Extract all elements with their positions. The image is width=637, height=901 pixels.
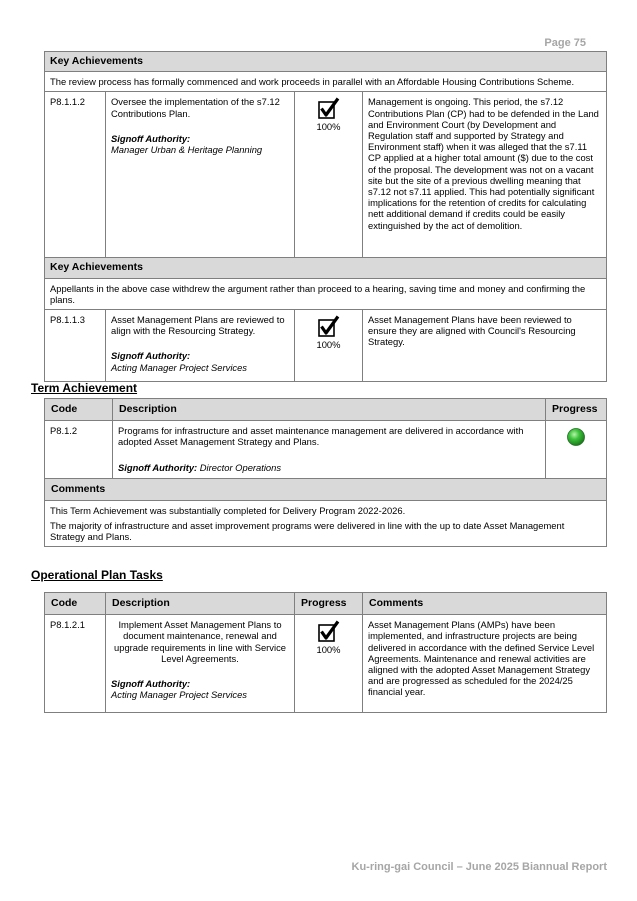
page-number: Page 75 [544,37,586,49]
task-description: Implement Asset Management Plans to document maintenance, renewal and upgrade requirements in line with Service Level Agreements. [114,619,286,664]
task-description: Oversee the implementation of the s7.12 Contributions Plan. [111,96,280,119]
task-comment: Management is ongoing. This period, the s7.12 Contributions Plan (CP) had to be defended in the Land and Environment Court (by Development and Regulation staff and supported by Strategy and Environment staff) when it was alleged that the s7.11 CP applied at a higher total amount ($) due to the cost of the proposal. The development was not on a vacant site but the site of a previous dwelling meaning that s7.12 not s7.11 applied. This had potentially significant implications for the retention of credits for calculating nett additional demand if credits could be easily extinguished by the act of demolition. [363,92,607,258]
column-header-description: Description [106,593,295,615]
term-achievement-title: Term Achievement [31,381,138,395]
signoff-authority: Acting Manager Project Services [111,689,247,701]
signoff-authority: Manager Urban & Heritage Planning [111,144,263,156]
comment-line: This Term Achievement was substantially completed for Delivery Program 2022-2026. [50,505,406,517]
term-description: Programs for infrastructure and asset maintenance management are delivered in accordance with adopted Asset Management Strategy and Plans. [118,425,524,448]
operational-tasks-table [44,592,607,713]
progress-cell [295,615,363,713]
column-header-code: Code [45,593,106,615]
table-row [45,615,607,713]
task-comment: Asset Management Plans have been reviewed to ensure they are aligned with Council's Resourcing Strategy. [363,310,607,382]
footer: Ku-ring-gai Council – June 2025 Biannual Report [351,861,607,873]
comment-line: The majority of infrastructure and asset improvement programs were delivered in line with the up to date Asset Management Strategy and Plans. [50,519,565,542]
table-row [45,92,607,258]
operational-tasks-continued-table [44,51,607,382]
term-description-cell [113,421,546,479]
comments-cell [45,501,607,547]
term-progress-cell [546,421,607,479]
green-status-icon [566,427,586,447]
checkbox-tick-icon [318,315,340,339]
task-description: Asset Management Plans are reviewed to align with the Resourcing Strategy. [111,314,285,337]
term-achievement-table [44,398,607,547]
task-code: P8.1.2.1 [45,615,106,713]
key-achievements-header: Key Achievements [45,258,607,278]
progress-value: 100% [316,644,341,656]
signoff-label: Signoff Authority: [111,132,191,144]
signoff-label: Signoff Authority: [118,461,198,473]
task-description-cell [106,310,295,382]
term-code: P8.1.2 [45,421,113,479]
table-row [45,310,607,382]
column-header-progress: Progress [546,399,607,421]
key-achievements-header: Key Achievements [45,52,607,72]
task-code: P8.1.1.2 [45,92,106,258]
comments-header: Comments [45,479,607,501]
column-header-progress: Progress [295,593,363,615]
task-comment: Asset Management Plans (AMPs) have been implemented, and infrastructure projects are being delivered in accordance with the defined Service Level Agreements. Maintenance and renewal activities are aligned with the adopted Asset Management Strategy and are progressed as scheduled for the 2024/25 financial year. [363,615,607,713]
progress-value: 100% [316,339,341,351]
task-description-cell [106,92,295,258]
progress-cell [295,310,363,382]
task-code: P8.1.1.3 [45,310,106,382]
signoff-label: Signoff Authority: [111,350,191,362]
checkbox-tick-icon [318,620,340,644]
task-description-cell [106,615,295,713]
progress-cell [295,92,363,258]
column-header-comments: Comments [363,593,607,615]
key-achievements-text: Appellants in the above case withdrew the argument rather than proceed to a hearing, saving time and money and confirming the plans. [45,278,607,309]
signoff-authority: Acting Manager Project Services [111,361,247,373]
checkbox-tick-icon [318,97,340,121]
progress-value: 100% [316,121,341,133]
key-achievements-text: The review process has formally commenced and work proceeds in parallel with an Affordable Housing Contributions Scheme. [45,72,607,92]
column-header-code: Code [45,399,113,421]
operational-tasks-title: Operational Plan Tasks [31,568,163,582]
signoff-authority: Director Operations [199,461,282,473]
signoff-label: Signoff Authority: [111,678,191,690]
column-header-description: Description [113,399,546,421]
table-row [45,421,607,479]
